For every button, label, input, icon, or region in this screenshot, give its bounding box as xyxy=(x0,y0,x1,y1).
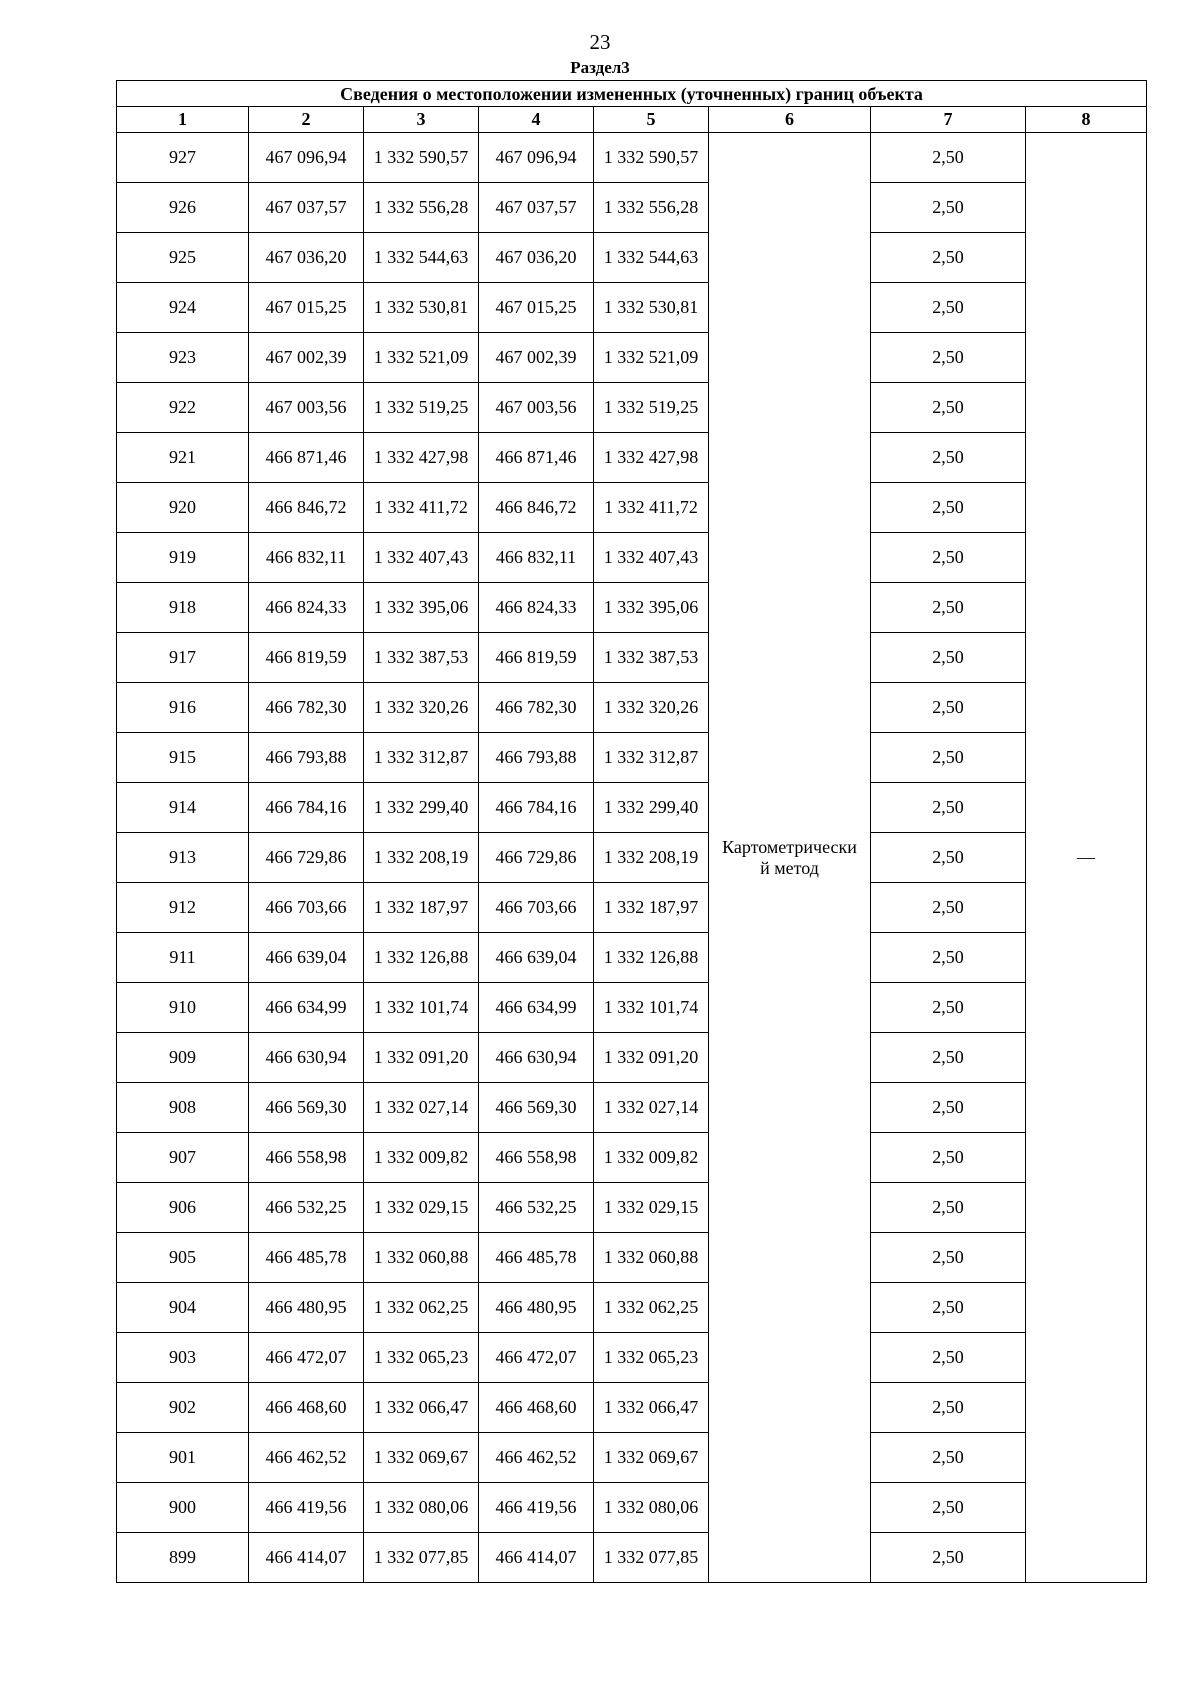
y-existing-cell: 1 332 530,81 xyxy=(364,283,479,333)
x-updated-cell: 466 639,04 xyxy=(479,933,594,983)
x-existing-cell: 466 472,07 xyxy=(249,1333,364,1383)
method-text-line2: й метод xyxy=(760,857,819,878)
point-number-cell: 917 xyxy=(117,633,249,683)
point-number-cell: 902 xyxy=(117,1383,249,1433)
point-number-cell: 925 xyxy=(117,233,249,283)
y-updated-cell: 1 332 312,87 xyxy=(594,733,709,783)
column-number: 7 xyxy=(871,107,1026,133)
table-row xyxy=(117,283,1147,333)
column-number-row xyxy=(117,107,1147,133)
x-existing-cell: 467 003,56 xyxy=(249,383,364,433)
y-updated-cell: 1 332 062,25 xyxy=(594,1283,709,1333)
table-row xyxy=(117,833,1147,883)
x-updated-cell: 466 819,59 xyxy=(479,633,594,683)
accuracy-cell: 2,50 xyxy=(871,1233,1026,1283)
x-existing-cell: 466 832,11 xyxy=(249,533,364,583)
x-existing-cell: 466 480,95 xyxy=(249,1283,364,1333)
table-row xyxy=(117,1233,1147,1283)
y-updated-cell: 1 332 519,25 xyxy=(594,383,709,433)
x-existing-cell: 466 419,56 xyxy=(249,1483,364,1533)
point-number-cell: 916 xyxy=(117,683,249,733)
table-caption-row xyxy=(117,81,1147,107)
y-updated-cell: 1 332 080,06 xyxy=(594,1483,709,1533)
y-updated-cell: 1 332 544,63 xyxy=(594,233,709,283)
accuracy-cell: 2,50 xyxy=(871,1433,1026,1483)
method-text-line1: Картометрически xyxy=(722,836,857,857)
accuracy-cell: 2,50 xyxy=(871,133,1026,183)
y-existing-cell: 1 332 387,53 xyxy=(364,633,479,683)
x-updated-cell: 466 630,94 xyxy=(479,1033,594,1083)
y-updated-cell: 1 332 009,82 xyxy=(594,1133,709,1183)
y-existing-cell: 1 332 312,87 xyxy=(364,733,479,783)
x-updated-cell: 466 558,98 xyxy=(479,1133,594,1183)
accuracy-cell: 2,50 xyxy=(871,583,1026,633)
table-row xyxy=(117,433,1147,483)
table-row xyxy=(117,1333,1147,1383)
y-updated-cell: 1 332 530,81 xyxy=(594,283,709,333)
column-number: 2 xyxy=(249,107,364,133)
y-updated-cell: 1 332 065,23 xyxy=(594,1333,709,1383)
point-number-cell: 910 xyxy=(117,983,249,1033)
y-updated-cell: 1 332 387,53 xyxy=(594,633,709,683)
table-row xyxy=(117,183,1147,233)
y-existing-cell: 1 332 187,97 xyxy=(364,883,479,933)
x-updated-cell: 466 419,56 xyxy=(479,1483,594,1533)
y-updated-cell: 1 332 187,97 xyxy=(594,883,709,933)
column-number: 1 xyxy=(117,107,249,133)
column-number: 8 xyxy=(1026,107,1147,133)
x-updated-cell: 466 832,11 xyxy=(479,533,594,583)
accuracy-cell: 2,50 xyxy=(871,1483,1026,1533)
x-updated-cell: 466 793,88 xyxy=(479,733,594,783)
x-existing-cell: 466 558,98 xyxy=(249,1133,364,1183)
x-updated-cell: 466 784,16 xyxy=(479,783,594,833)
y-existing-cell: 1 332 062,25 xyxy=(364,1283,479,1333)
accuracy-cell: 2,50 xyxy=(871,1033,1026,1083)
x-existing-cell: 466 462,52 xyxy=(249,1433,364,1483)
accuracy-cell: 2,50 xyxy=(871,1133,1026,1183)
y-updated-cell: 1 332 027,14 xyxy=(594,1083,709,1133)
point-number-cell: 901 xyxy=(117,1433,249,1483)
point-number-cell: 926 xyxy=(117,183,249,233)
x-updated-cell: 466 480,95 xyxy=(479,1283,594,1333)
accuracy-cell: 2,50 xyxy=(871,383,1026,433)
table-row xyxy=(117,1533,1147,1583)
table-row xyxy=(117,1083,1147,1133)
column8-cell: — xyxy=(1026,133,1147,1583)
y-updated-cell: 1 332 521,09 xyxy=(594,333,709,383)
x-existing-cell: 466 871,46 xyxy=(249,433,364,483)
table-caption: Сведения о местоположении измененных (уточненных) границ объекта xyxy=(117,81,1147,107)
x-updated-cell: 467 037,57 xyxy=(479,183,594,233)
point-number-cell: 923 xyxy=(117,333,249,383)
y-updated-cell: 1 332 091,20 xyxy=(594,1033,709,1083)
x-updated-cell: 467 036,20 xyxy=(479,233,594,283)
point-number-cell: 927 xyxy=(117,133,249,183)
x-updated-cell: 466 824,33 xyxy=(479,583,594,633)
point-number-cell: 922 xyxy=(117,383,249,433)
accuracy-cell: 2,50 xyxy=(871,1333,1026,1383)
table-row xyxy=(117,933,1147,983)
x-existing-cell: 466 630,94 xyxy=(249,1033,364,1083)
y-existing-cell: 1 332 299,40 xyxy=(364,783,479,833)
y-existing-cell: 1 332 519,25 xyxy=(364,383,479,433)
table-row xyxy=(117,583,1147,633)
table-row xyxy=(117,133,1147,183)
y-existing-cell: 1 332 009,82 xyxy=(364,1133,479,1183)
x-existing-cell: 466 634,99 xyxy=(249,983,364,1033)
x-updated-cell: 467 003,56 xyxy=(479,383,594,433)
y-existing-cell: 1 332 091,20 xyxy=(364,1033,479,1083)
table-row xyxy=(117,683,1147,733)
table-row xyxy=(117,983,1147,1033)
y-updated-cell: 1 332 077,85 xyxy=(594,1533,709,1583)
accuracy-cell: 2,50 xyxy=(871,533,1026,583)
table-row xyxy=(117,533,1147,583)
x-updated-cell: 466 472,07 xyxy=(479,1333,594,1383)
y-updated-cell: 1 332 299,40 xyxy=(594,783,709,833)
column-number: 5 xyxy=(594,107,709,133)
x-updated-cell: 466 532,25 xyxy=(479,1183,594,1233)
table-row xyxy=(117,383,1147,433)
y-existing-cell: 1 332 126,88 xyxy=(364,933,479,983)
x-updated-cell: 467 002,39 xyxy=(479,333,594,383)
point-number-cell: 911 xyxy=(117,933,249,983)
section-label: Раздел3 xyxy=(570,58,630,77)
x-updated-cell: 467 096,94 xyxy=(479,133,594,183)
table-row xyxy=(117,483,1147,533)
table-row xyxy=(117,1433,1147,1483)
column-number: 6 xyxy=(709,107,871,133)
accuracy-cell: 2,50 xyxy=(871,633,1026,683)
point-number-cell: 915 xyxy=(117,733,249,783)
y-updated-cell: 1 332 029,15 xyxy=(594,1183,709,1233)
x-existing-cell: 467 036,20 xyxy=(249,233,364,283)
accuracy-cell: 2,50 xyxy=(871,883,1026,933)
point-number-cell: 907 xyxy=(117,1133,249,1183)
table-row xyxy=(117,633,1147,683)
point-number-cell: 913 xyxy=(117,833,249,883)
x-updated-cell: 466 468,60 xyxy=(479,1383,594,1433)
x-updated-cell: 466 782,30 xyxy=(479,683,594,733)
accuracy-cell: 2,50 xyxy=(871,933,1026,983)
x-updated-cell: 466 485,78 xyxy=(479,1233,594,1283)
point-number-cell: 914 xyxy=(117,783,249,833)
y-existing-cell: 1 332 029,15 xyxy=(364,1183,479,1233)
table-row xyxy=(117,1283,1147,1333)
x-existing-cell: 466 414,07 xyxy=(249,1533,364,1583)
column-number: 4 xyxy=(479,107,594,133)
y-existing-cell: 1 332 101,74 xyxy=(364,983,479,1033)
y-updated-cell: 1 332 060,88 xyxy=(594,1233,709,1283)
y-updated-cell: 1 332 320,26 xyxy=(594,683,709,733)
accuracy-cell: 2,50 xyxy=(871,1083,1026,1133)
x-existing-cell: 466 468,60 xyxy=(249,1383,364,1433)
accuracy-cell: 2,50 xyxy=(871,1383,1026,1433)
point-number-cell: 900 xyxy=(117,1483,249,1533)
table-row xyxy=(117,783,1147,833)
x-updated-cell: 466 871,46 xyxy=(479,433,594,483)
y-existing-cell: 1 332 069,67 xyxy=(364,1433,479,1483)
point-number-cell: 924 xyxy=(117,283,249,333)
y-existing-cell: 1 332 407,43 xyxy=(364,533,479,583)
accuracy-cell: 2,50 xyxy=(871,283,1026,333)
table-row xyxy=(117,1383,1147,1433)
y-existing-cell: 1 332 544,63 xyxy=(364,233,479,283)
y-updated-cell: 1 332 126,88 xyxy=(594,933,709,983)
y-existing-cell: 1 332 411,72 xyxy=(364,483,479,533)
y-existing-cell: 1 332 080,06 xyxy=(364,1483,479,1533)
point-number-cell: 921 xyxy=(117,433,249,483)
x-updated-cell: 466 634,99 xyxy=(479,983,594,1033)
y-existing-cell: 1 332 065,23 xyxy=(364,1333,479,1383)
x-existing-cell: 466 784,16 xyxy=(249,783,364,833)
point-number-cell: 918 xyxy=(117,583,249,633)
table-row xyxy=(117,1183,1147,1233)
x-existing-cell: 466 639,04 xyxy=(249,933,364,983)
x-existing-cell: 466 782,30 xyxy=(249,683,364,733)
page-number: 23 xyxy=(589,30,611,54)
table-row xyxy=(117,1133,1147,1183)
coordinates-table xyxy=(116,80,1147,1583)
point-number-cell: 908 xyxy=(117,1083,249,1133)
table-row xyxy=(117,1483,1147,1533)
y-existing-cell: 1 332 320,26 xyxy=(364,683,479,733)
y-updated-cell: 1 332 427,98 xyxy=(594,433,709,483)
y-existing-cell: 1 332 427,98 xyxy=(364,433,479,483)
y-existing-cell: 1 332 395,06 xyxy=(364,583,479,633)
y-existing-cell: 1 332 208,19 xyxy=(364,833,479,883)
y-existing-cell: 1 332 060,88 xyxy=(364,1233,479,1283)
y-updated-cell: 1 332 066,47 xyxy=(594,1383,709,1433)
y-existing-cell: 1 332 521,09 xyxy=(364,333,479,383)
x-updated-cell: 466 846,72 xyxy=(479,483,594,533)
y-existing-cell: 1 332 590,57 xyxy=(364,133,479,183)
y-updated-cell: 1 332 590,57 xyxy=(594,133,709,183)
table-row xyxy=(117,233,1147,283)
x-existing-cell: 466 703,66 xyxy=(249,883,364,933)
x-updated-cell: 466 729,86 xyxy=(479,833,594,883)
accuracy-cell: 2,50 xyxy=(871,333,1026,383)
accuracy-cell: 2,50 xyxy=(871,683,1026,733)
accuracy-cell: 2,50 xyxy=(871,1283,1026,1333)
x-updated-cell: 466 414,07 xyxy=(479,1533,594,1583)
point-number-cell: 904 xyxy=(117,1283,249,1333)
x-existing-cell: 466 824,33 xyxy=(249,583,364,633)
accuracy-cell: 2,50 xyxy=(871,983,1026,1033)
x-existing-cell: 466 532,25 xyxy=(249,1183,364,1233)
x-existing-cell: 466 569,30 xyxy=(249,1083,364,1133)
x-updated-cell: 467 015,25 xyxy=(479,283,594,333)
y-existing-cell: 1 332 066,47 xyxy=(364,1383,479,1433)
x-existing-cell: 467 037,57 xyxy=(249,183,364,233)
accuracy-cell: 2,50 xyxy=(871,833,1026,883)
x-existing-cell: 466 485,78 xyxy=(249,1233,364,1283)
x-existing-cell: 466 819,59 xyxy=(249,633,364,683)
point-number-cell: 912 xyxy=(117,883,249,933)
accuracy-cell: 2,50 xyxy=(871,233,1026,283)
y-updated-cell: 1 332 069,67 xyxy=(594,1433,709,1483)
point-number-cell: 903 xyxy=(117,1333,249,1383)
point-number-cell: 899 xyxy=(117,1533,249,1583)
x-existing-cell: 467 096,94 xyxy=(249,133,364,183)
y-existing-cell: 1 332 556,28 xyxy=(364,183,479,233)
y-updated-cell: 1 332 208,19 xyxy=(594,833,709,883)
accuracy-cell: 2,50 xyxy=(871,1533,1026,1583)
table-row xyxy=(117,883,1147,933)
x-updated-cell: 466 569,30 xyxy=(479,1083,594,1133)
point-number-cell: 906 xyxy=(117,1183,249,1233)
table-row xyxy=(117,733,1147,783)
x-existing-cell: 467 015,25 xyxy=(249,283,364,333)
y-existing-cell: 1 332 077,85 xyxy=(364,1533,479,1583)
y-updated-cell: 1 332 101,74 xyxy=(594,983,709,1033)
accuracy-cell: 2,50 xyxy=(871,733,1026,783)
y-updated-cell: 1 332 411,72 xyxy=(594,483,709,533)
column-number: 3 xyxy=(364,107,479,133)
x-existing-cell: 466 846,72 xyxy=(249,483,364,533)
y-existing-cell: 1 332 027,14 xyxy=(364,1083,479,1133)
y-updated-cell: 1 332 556,28 xyxy=(594,183,709,233)
point-number-cell: 919 xyxy=(117,533,249,583)
accuracy-cell: 2,50 xyxy=(871,1183,1026,1233)
table-row xyxy=(117,333,1147,383)
x-existing-cell: 466 729,86 xyxy=(249,833,364,883)
y-updated-cell: 1 332 407,43 xyxy=(594,533,709,583)
accuracy-cell: 2,50 xyxy=(871,183,1026,233)
table-body xyxy=(117,133,1147,1583)
point-number-cell: 905 xyxy=(117,1233,249,1283)
method-cell xyxy=(709,133,871,1583)
y-updated-cell: 1 332 395,06 xyxy=(594,583,709,633)
x-updated-cell: 466 462,52 xyxy=(479,1433,594,1483)
point-number-cell: 909 xyxy=(117,1033,249,1083)
accuracy-cell: 2,50 xyxy=(871,483,1026,533)
x-updated-cell: 466 703,66 xyxy=(479,883,594,933)
point-number-cell: 920 xyxy=(117,483,249,533)
x-existing-cell: 466 793,88 xyxy=(249,733,364,783)
accuracy-cell: 2,50 xyxy=(871,783,1026,833)
x-existing-cell: 467 002,39 xyxy=(249,333,364,383)
table-row xyxy=(117,1033,1147,1083)
accuracy-cell: 2,50 xyxy=(871,433,1026,483)
